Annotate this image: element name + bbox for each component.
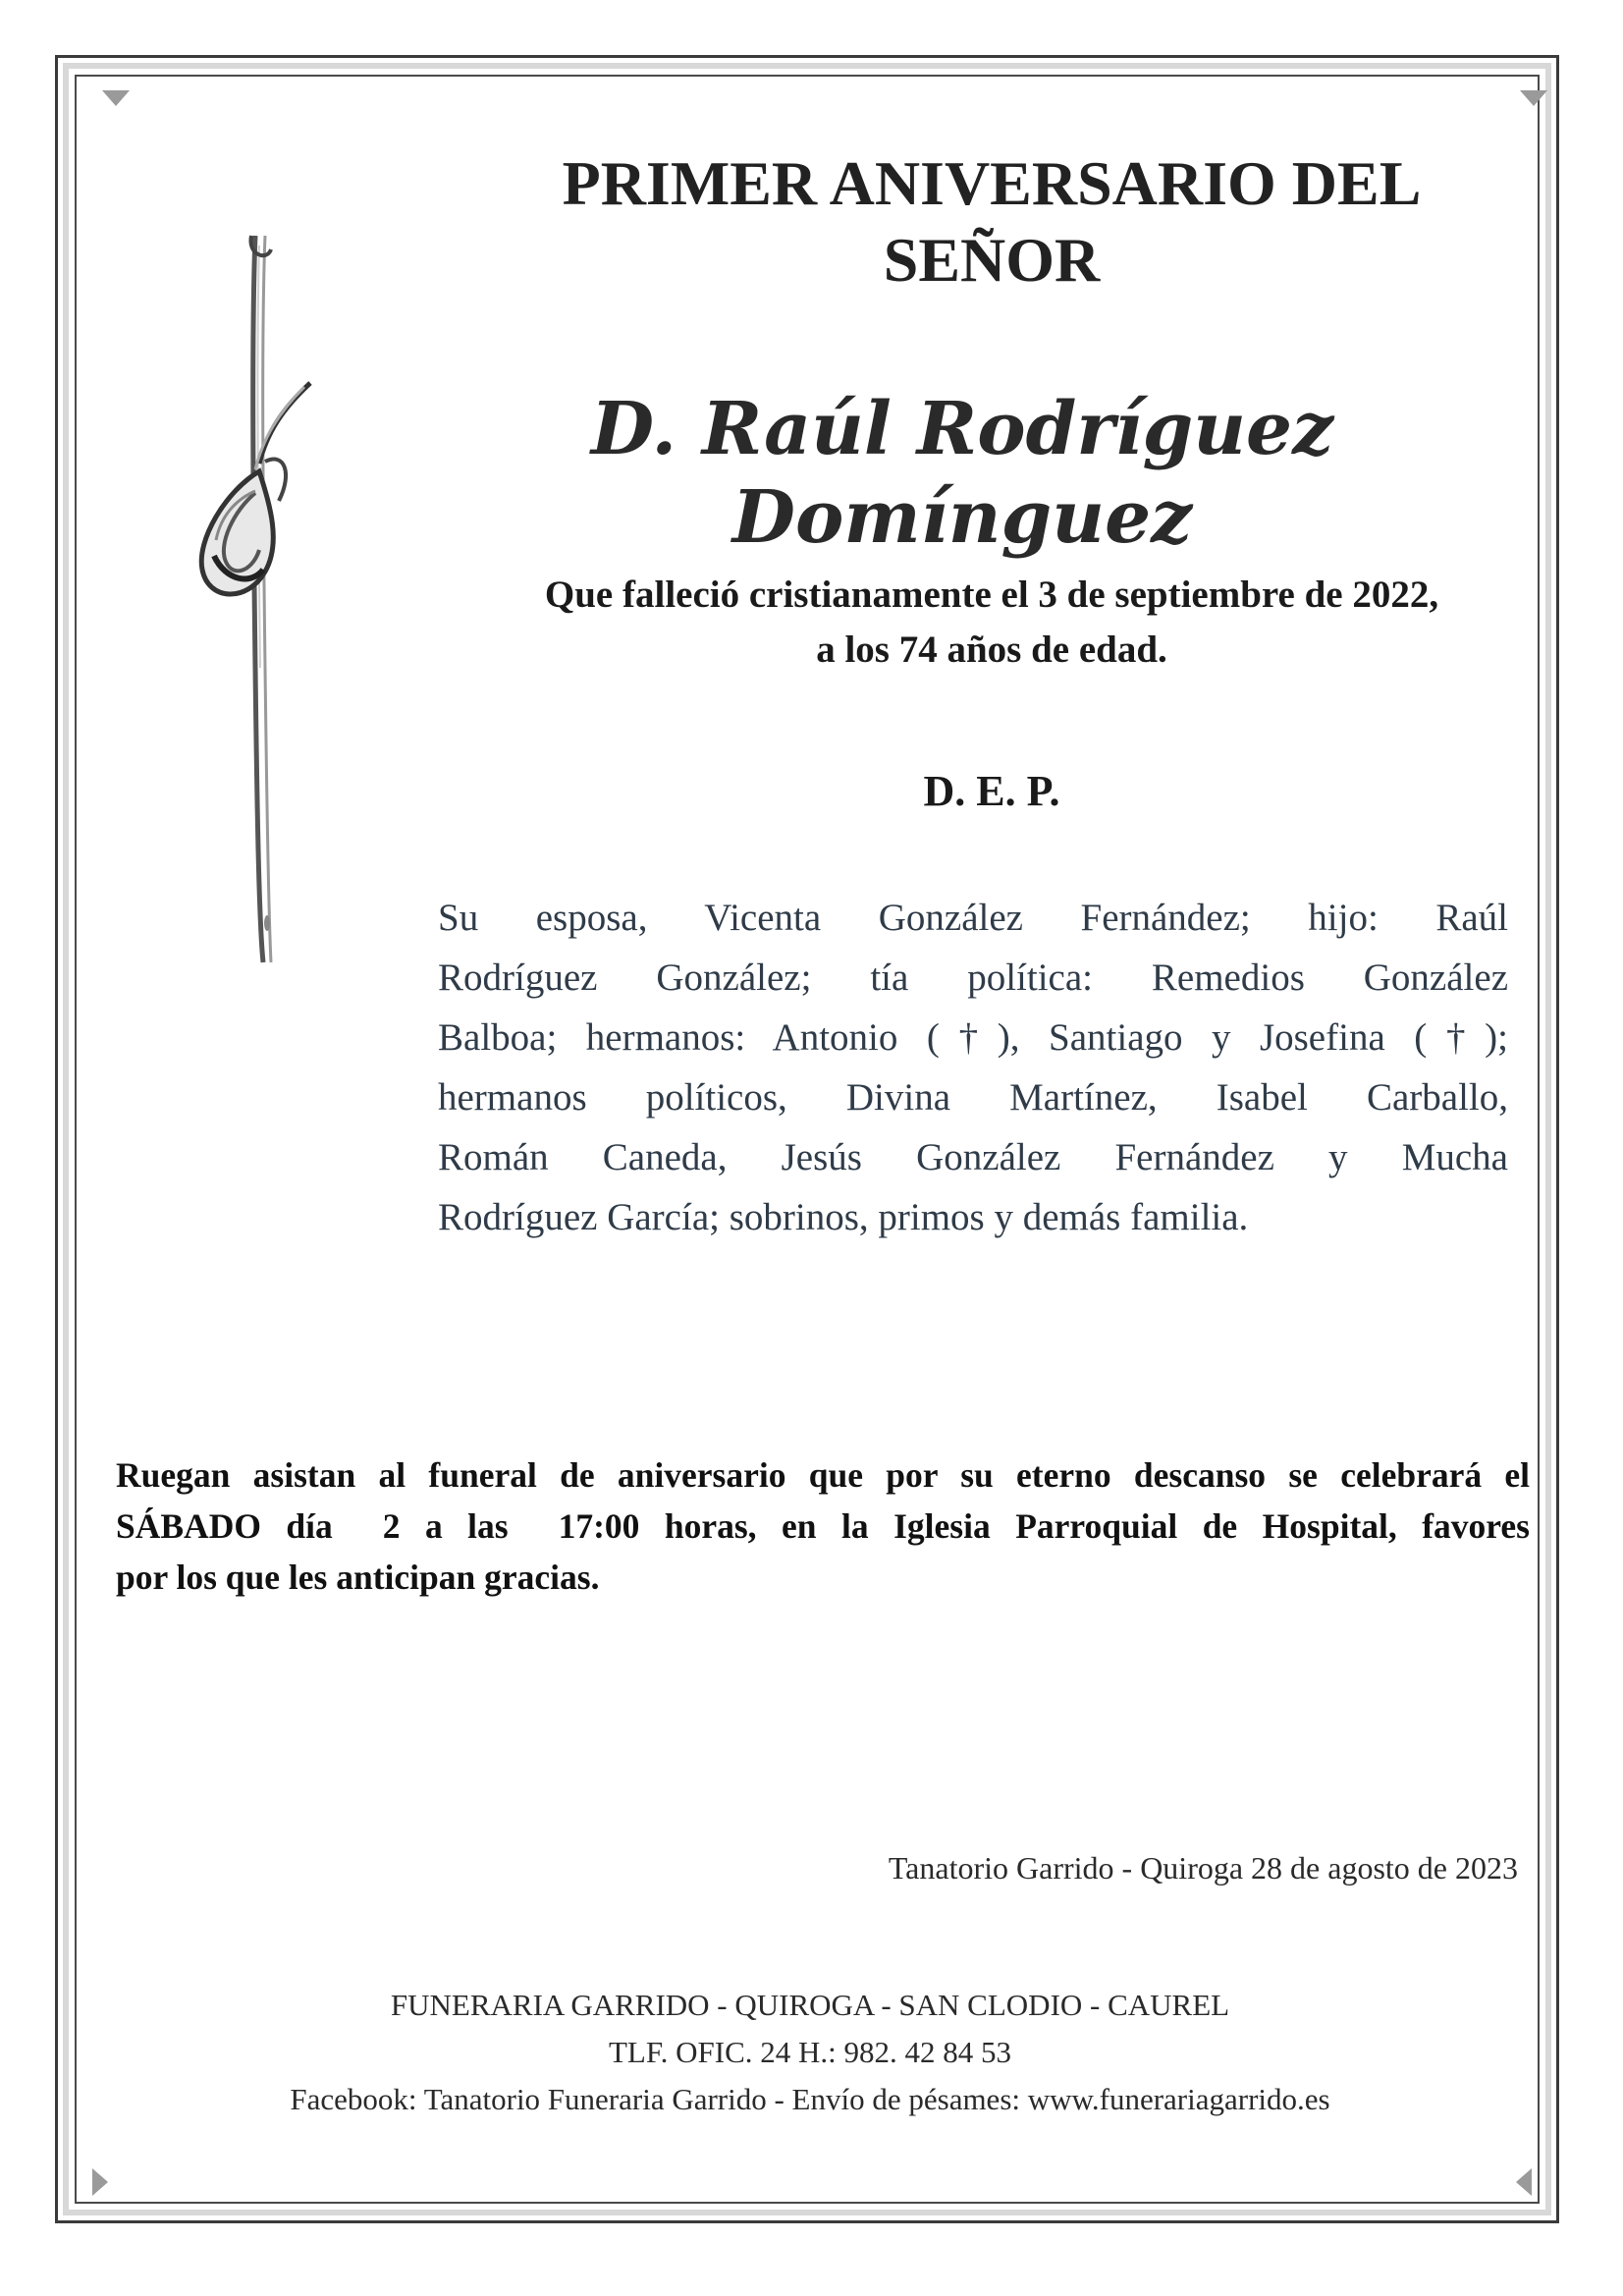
corner-ornament-bottom-right: [1516, 2168, 1532, 2196]
footer-company-line: FUNERARIA GARRIDO - QUIROGA - SAN CLODIO - CAUREL: [390, 1988, 1230, 2022]
family-line: hermanos políticos, Divina Martínez, Isabel Carballo,: [438, 1076, 1508, 1119]
deceased-name: D. Raúl Rodríguez Domínguez: [590, 387, 1334, 560]
place-and-date: Tanatorio Garrido - Quiroga 28 de agosto de 2023: [888, 1850, 1518, 1886]
footer-phone-line: TLF. OFIC. 24 H.: 982. 42 84 53: [608, 2035, 1011, 2069]
rest-in-peace-text: D. E. P.: [923, 767, 1060, 815]
funeral-request-paragraph: [116, 1449, 1530, 1603]
ribbon-cross-icon: [157, 216, 334, 1002]
death-info-line-1: Que falleció cristianamente el 3 de septiembre de 2022,: [544, 574, 1439, 616]
footer-contact-line: Facebook: Tanatorio Funeraria Garrido - Envío de pésames: www.funerariagarrido.es: [290, 2082, 1330, 2116]
request-line: SÁBADO día 2 a las 17:00 horas, en la Iglesia Parroquial de Hospital, favores: [116, 1506, 1530, 1546]
notice-title: [432, 145, 1551, 299]
family-line: Rodríguez García; sobrinos, primos y demás familia.: [438, 1196, 1249, 1238]
corner-ornament-top-left: [102, 90, 130, 106]
family-line: Su esposa, Vicenta González Fernández; hijo: Raúl: [438, 897, 1508, 939]
request-line: Ruegan asistan al funeral de aniversario que por su eterno descanso se celebrará el: [116, 1455, 1530, 1495]
family-line: Balboa; hermanos: Antonio (†), Santiago y Josefina (†);: [438, 1016, 1508, 1059]
corner-ornament-bottom-left: [92, 2168, 108, 2196]
corner-ornament-top-right: [1520, 90, 1547, 106]
family-line: Román Caneda, Jesús González Fernández y Mucha: [438, 1136, 1508, 1178]
notice-title-line-2: SEÑOR: [883, 225, 1101, 295]
notice-title-line-1: PRIMER ANIVERSARIO DEL: [562, 148, 1422, 218]
death-info-line-2: a los 74 años de edad.: [816, 629, 1167, 671]
family-paragraph: [438, 888, 1508, 1247]
request-line: por los que les anticipan gracias.: [116, 1558, 600, 1597]
funeral-home-footer: [98, 1982, 1522, 2123]
family-line: Rodríguez González; tía política: Remedios González: [438, 957, 1508, 999]
death-info: [432, 568, 1551, 678]
